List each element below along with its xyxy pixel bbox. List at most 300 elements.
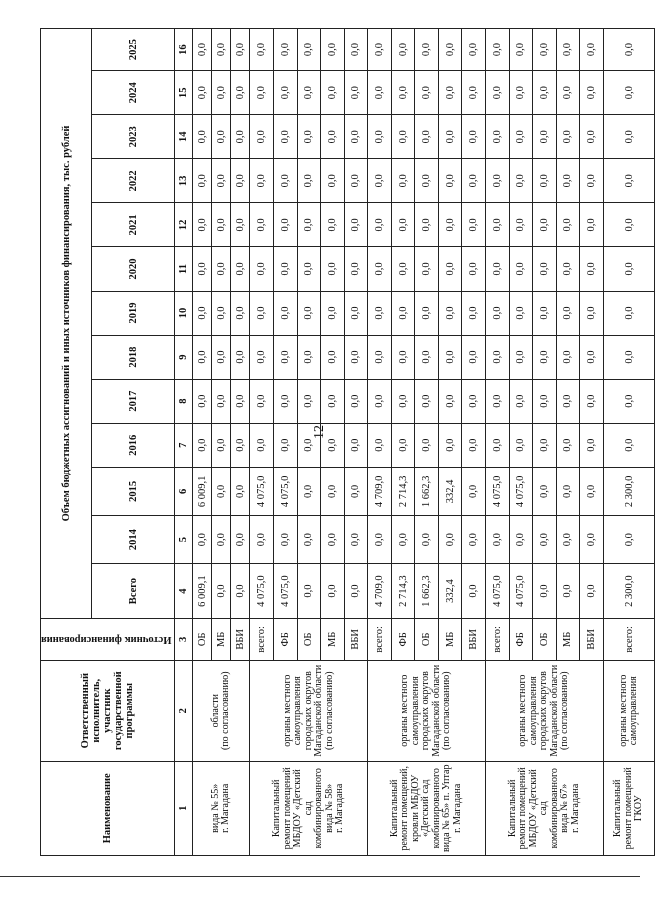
funding-value: 0,0	[212, 467, 231, 515]
funding-value: 0,0	[193, 291, 212, 335]
header-column-number: 12	[175, 203, 193, 247]
funding-source: МБ	[321, 618, 345, 660]
funding-source: ВБИ	[580, 618, 604, 660]
funding-value: 0,0	[438, 423, 462, 467]
funding-value: 0,0	[580, 423, 604, 467]
header-source-label: Источник финансирования	[41, 633, 172, 645]
funding-value: 0,0	[274, 115, 298, 159]
funding-value: 0,0	[509, 423, 533, 467]
funding-value: 0,0	[486, 291, 510, 335]
funding-value: 4 075,0	[509, 564, 533, 619]
header-year: 2016	[92, 423, 175, 467]
header-year: 2018	[92, 335, 175, 379]
funding-value: 0,0	[231, 159, 250, 203]
funding-value: 0,0	[212, 115, 231, 159]
header-responsible: Ответственный исполнитель, участник государственной программы	[41, 660, 175, 761]
item-responsible: области (по согласованию)	[193, 660, 250, 761]
funding-value: 0,0	[297, 291, 321, 335]
funding-value: 0,0	[321, 115, 345, 159]
funding-value: 0,0	[297, 159, 321, 203]
rotated-table-frame	[40, 28, 645, 856]
funding-value: 2 300,0	[603, 564, 655, 619]
funding-value: 0,0	[321, 564, 345, 619]
funding-value: 332,4	[438, 467, 462, 515]
funding-value: 0,0	[344, 71, 368, 115]
funding-value: 0,0	[391, 291, 415, 335]
funding-value: 0,0	[297, 516, 321, 564]
funding-value: 0,0	[297, 335, 321, 379]
funding-value: 0,0	[212, 379, 231, 423]
funding-value: 0,0	[438, 71, 462, 115]
funding-value: 0,0	[462, 335, 486, 379]
funding-value: 0,0	[556, 115, 580, 159]
funding-value: 0,0	[486, 29, 510, 71]
funding-value: 0,0	[344, 516, 368, 564]
funding-value: 0,0	[533, 115, 557, 159]
funding-value: 1 662,3	[415, 467, 439, 515]
table-row	[250, 29, 274, 856]
funding-value: 0,0	[297, 71, 321, 115]
header-column-number: 3	[175, 618, 193, 660]
header-column-number: 9	[175, 335, 193, 379]
funding-value: 0,0	[391, 335, 415, 379]
funding-value: 0,0	[212, 247, 231, 291]
funding-value: 0,0	[580, 29, 604, 71]
funding-value: 0,0	[297, 247, 321, 291]
header-volume-group: Объем бюджетных ассигнований и иных источников финансирования, тыс. рублей	[41, 29, 92, 619]
funding-value: 0,0	[533, 71, 557, 115]
funding-value: 0,0	[193, 423, 212, 467]
header-column-number: 1	[175, 761, 193, 855]
funding-value: 0,0	[415, 115, 439, 159]
funding-value: 0,0	[603, 423, 655, 467]
item-name: Капитальный ремонт помещений МБДОУ «Детский сад комбинированного вида № 58» г. Магадана	[250, 761, 368, 855]
page-number: 12	[312, 425, 327, 439]
funding-value: 0,0	[321, 71, 345, 115]
funding-value: 0,0	[415, 516, 439, 564]
funding-value: 0,0	[368, 423, 392, 467]
funding-value: 0,0	[438, 291, 462, 335]
funding-value: 0,0	[212, 516, 231, 564]
funding-value: 0,0	[193, 71, 212, 115]
funding-value: 0,0	[509, 159, 533, 203]
funding-value: 0,0	[462, 247, 486, 291]
funding-value: 0,0	[556, 516, 580, 564]
funding-value: 0,0	[415, 247, 439, 291]
funding-value: 0,0	[250, 423, 274, 467]
funding-value: 0,0	[193, 203, 212, 247]
funding-value: 0,0	[556, 159, 580, 203]
funding-value: 0,0	[344, 467, 368, 515]
header-year: 2025	[92, 29, 175, 71]
funding-value: 0,0	[391, 159, 415, 203]
funding-source: ФБ	[509, 618, 533, 660]
funding-value: 0,0	[391, 423, 415, 467]
funding-value: 0,0	[580, 335, 604, 379]
funding-value: 0,0	[391, 29, 415, 71]
funding-value: 0,0	[321, 203, 345, 247]
funding-source: ОБ	[297, 618, 321, 660]
funding-value: 0,0	[486, 203, 510, 247]
header-column-number: 4	[175, 564, 193, 619]
funding-source: ОБ	[193, 618, 212, 660]
funding-value: 0,0	[321, 159, 345, 203]
funding-value: 0,0	[344, 247, 368, 291]
funding-value: 0,0	[533, 564, 557, 619]
funding-value: 4 075,0	[250, 467, 274, 515]
funding-value: 0,0	[250, 516, 274, 564]
funding-value: 0,0	[509, 203, 533, 247]
funding-value: 0,0	[368, 203, 392, 247]
header-column-number: 16	[175, 29, 193, 71]
funding-value: 0,0	[580, 467, 604, 515]
header-column-number: 7	[175, 423, 193, 467]
funding-value: 0,0	[533, 291, 557, 335]
funding-value: 0,0	[509, 71, 533, 115]
funding-value: 0,0	[274, 379, 298, 423]
funding-value: 0,0	[415, 71, 439, 115]
funding-value: 0,0	[556, 71, 580, 115]
table-row	[486, 29, 510, 856]
funding-value: 0,0	[603, 115, 655, 159]
funding-value: 6 009,1	[193, 564, 212, 619]
funding-value: 0,0	[533, 29, 557, 71]
funding-value: 0,0	[231, 467, 250, 515]
funding-value: 0,0	[415, 291, 439, 335]
funding-value: 0,0	[321, 516, 345, 564]
funding-value: 0,0	[321, 379, 345, 423]
funding-value: 0,0	[274, 71, 298, 115]
header-year: 2023	[92, 115, 175, 159]
funding-value: 0,0	[580, 203, 604, 247]
funding-source: ФБ	[391, 618, 415, 660]
funding-value: 0,0	[438, 516, 462, 564]
funding-value: 4 075,0	[274, 467, 298, 515]
header-source	[41, 618, 175, 660]
table-body	[193, 29, 655, 856]
header-column-number: 6	[175, 467, 193, 515]
funding-value: 0,0	[509, 247, 533, 291]
funding-value: 0,0	[462, 423, 486, 467]
header-year: 2019	[92, 291, 175, 335]
funding-value: 0,0	[462, 516, 486, 564]
funding-value: 4 709,0	[368, 564, 392, 619]
funding-value: 0,0	[193, 379, 212, 423]
column-number-row	[175, 29, 193, 856]
funding-value: 0,0	[603, 247, 655, 291]
funding-value: 0,0	[297, 29, 321, 71]
funding-value: 4 709,0	[368, 467, 392, 515]
funding-source: ОБ	[533, 618, 557, 660]
funding-value: 0,0	[212, 159, 231, 203]
funding-value: 0,0	[486, 247, 510, 291]
funding-value: 0,0	[368, 29, 392, 71]
funding-value: 0,0	[344, 29, 368, 71]
funding-value: 0,0	[509, 291, 533, 335]
funding-value: 0,0	[415, 335, 439, 379]
header-year: 2017	[92, 379, 175, 423]
funding-value: 0,0	[391, 71, 415, 115]
funding-value: 0,0	[321, 291, 345, 335]
funding-value: 0,0	[533, 516, 557, 564]
funding-source: ВБИ	[231, 618, 250, 660]
funding-value: 0,0	[274, 159, 298, 203]
funding-value: 0,0	[580, 564, 604, 619]
funding-value: 0,0	[231, 247, 250, 291]
funding-value: 0,0	[212, 71, 231, 115]
funding-value: 0,0	[231, 335, 250, 379]
financing-table	[40, 28, 655, 856]
funding-value: 0,0	[212, 335, 231, 379]
item-responsible: органы местного самоуправления	[603, 660, 655, 761]
funding-value: 0,0	[580, 115, 604, 159]
funding-value: 0,0	[297, 203, 321, 247]
funding-value: 0,0	[274, 423, 298, 467]
funding-source: всего:	[603, 618, 655, 660]
funding-value: 0,0	[368, 516, 392, 564]
funding-value: 0,0	[603, 516, 655, 564]
funding-value: 0,0	[603, 203, 655, 247]
funding-value: 0,0	[509, 29, 533, 71]
funding-value: 0,0	[486, 516, 510, 564]
item-name: Капитальный ремонт помещений, кровли МБДОУ «Детский сад комбинированного вида № 65» п. Уптар г. Магадана	[368, 761, 486, 855]
funding-value: 0,0	[556, 467, 580, 515]
funding-value: 0,0	[231, 29, 250, 71]
item-name: Капитальный ремонт помещений МБДОУ «Детский сад комбинированного вида № 67» г. Магадана	[486, 761, 604, 855]
funding-value: 0,0	[603, 379, 655, 423]
funding-value: 0,0	[193, 159, 212, 203]
funding-value: 4 075,0	[509, 467, 533, 515]
funding-value: 0,0	[486, 335, 510, 379]
funding-value: 0,0	[580, 379, 604, 423]
footer-divider	[0, 876, 640, 877]
funding-value: 0,0	[297, 379, 321, 423]
funding-value: 0,0	[556, 335, 580, 379]
funding-value: 0,0	[250, 71, 274, 115]
funding-value: 6 009,1	[193, 467, 212, 515]
funding-value: 0,0	[321, 29, 345, 71]
header-name: Наименование	[41, 761, 175, 855]
funding-source: всего:	[368, 618, 392, 660]
funding-value: 0,0	[274, 516, 298, 564]
funding-value: 0,0	[462, 159, 486, 203]
header-year: Всего	[92, 564, 175, 619]
funding-value: 2 300,0	[603, 467, 655, 515]
funding-value: 0,0	[212, 423, 231, 467]
table-row	[603, 29, 655, 856]
funding-value: 0,0	[274, 29, 298, 71]
funding-value: 0,0	[231, 379, 250, 423]
header-column-number: 8	[175, 379, 193, 423]
funding-value: 0,0	[580, 247, 604, 291]
funding-source: МБ	[556, 618, 580, 660]
funding-value: 0,0	[556, 203, 580, 247]
funding-value: 0,0	[603, 291, 655, 335]
funding-source: МБ	[438, 618, 462, 660]
funding-value: 0,0	[556, 379, 580, 423]
funding-value: 0,0	[344, 159, 368, 203]
funding-value: 4 075,0	[250, 564, 274, 619]
table-container	[40, 28, 645, 856]
funding-value: 0,0	[231, 423, 250, 467]
funding-value: 0,0	[250, 29, 274, 71]
header-column-number: 15	[175, 71, 193, 115]
funding-value: 4 075,0	[486, 564, 510, 619]
funding-value: 0,0	[415, 29, 439, 71]
funding-value: 0,0	[321, 467, 345, 515]
funding-value: 0,0	[274, 335, 298, 379]
funding-source: ВБИ	[462, 618, 486, 660]
funding-value: 0,0	[415, 423, 439, 467]
header-year: 2022	[92, 159, 175, 203]
funding-value: 4 075,0	[274, 564, 298, 619]
header-column-number: 2	[175, 660, 193, 761]
funding-value: 0,0	[603, 335, 655, 379]
funding-value: 0,0	[509, 516, 533, 564]
funding-value: 0,0	[533, 423, 557, 467]
funding-value: 0,0	[462, 379, 486, 423]
funding-value: 0,0	[415, 203, 439, 247]
funding-value: 0,0	[556, 247, 580, 291]
funding-value: 0,0	[297, 115, 321, 159]
header-year: 2024	[92, 71, 175, 115]
funding-value: 0,0	[250, 291, 274, 335]
header-year: 2021	[92, 203, 175, 247]
funding-value: 0,0	[533, 467, 557, 515]
funding-value: 332,4	[438, 564, 462, 619]
funding-value: 0,0	[462, 71, 486, 115]
funding-value: 0,0	[415, 379, 439, 423]
header-column-number: 5	[175, 516, 193, 564]
funding-value: 0,0	[556, 29, 580, 71]
funding-value: 0,0	[297, 467, 321, 515]
funding-value: 0,0	[344, 115, 368, 159]
funding-source: ВБИ	[344, 618, 368, 660]
funding-value: 0,0	[368, 335, 392, 379]
funding-value: 0,0	[344, 291, 368, 335]
funding-value: 0,0	[580, 159, 604, 203]
funding-value: 0,0	[533, 159, 557, 203]
funding-value: 0,0	[462, 29, 486, 71]
table-row	[193, 29, 212, 856]
funding-value: 0,0	[231, 115, 250, 159]
header-column-number: 11	[175, 247, 193, 291]
funding-value: 0,0	[250, 247, 274, 291]
header-column-number: 14	[175, 115, 193, 159]
funding-value: 0,0	[193, 29, 212, 71]
funding-value: 0,0	[509, 335, 533, 379]
funding-value: 0,0	[415, 159, 439, 203]
funding-value: 0,0	[556, 564, 580, 619]
item-responsible: органы местного самоуправления городских округов Магаданской области (по согласованию)	[250, 660, 368, 761]
funding-value: 0,0	[603, 71, 655, 115]
funding-value: 0,0	[438, 203, 462, 247]
funding-value: 0,0	[231, 516, 250, 564]
funding-value: 4 075,0	[486, 467, 510, 515]
funding-value: 0,0	[438, 115, 462, 159]
funding-value: 0,0	[462, 564, 486, 619]
funding-source: ФБ	[274, 618, 298, 660]
funding-value: 0,0	[250, 159, 274, 203]
funding-value: 0,0	[274, 291, 298, 335]
funding-value: 0,0	[344, 379, 368, 423]
header-column-number: 13	[175, 159, 193, 203]
funding-value: 0,0	[297, 423, 321, 467]
funding-value: 0,0	[391, 379, 415, 423]
item-name: Капитальный ремонт помещений ГКОУ	[603, 761, 655, 855]
funding-value: 0,0	[193, 115, 212, 159]
funding-value: 0,0	[486, 115, 510, 159]
funding-value: 0,0	[321, 335, 345, 379]
header-year: 2015	[92, 467, 175, 515]
funding-value: 0,0	[297, 564, 321, 619]
funding-value: 0,0	[462, 467, 486, 515]
funding-value: 0,0	[438, 159, 462, 203]
funding-value: 0,0	[231, 564, 250, 619]
funding-value: 0,0	[212, 291, 231, 335]
funding-value: 0,0	[193, 335, 212, 379]
funding-value: 0,0	[274, 247, 298, 291]
funding-value: 0,0	[368, 71, 392, 115]
funding-value: 0,0	[438, 247, 462, 291]
funding-value: 0,0	[391, 516, 415, 564]
funding-value: 0,0	[486, 379, 510, 423]
funding-value: 0,0	[250, 203, 274, 247]
funding-value: 0,0	[533, 335, 557, 379]
funding-value: 0,0	[231, 203, 250, 247]
funding-value: 0,0	[321, 247, 345, 291]
funding-value: 0,0	[580, 516, 604, 564]
header-year: 2020	[92, 247, 175, 291]
funding-value: 0,0	[603, 159, 655, 203]
item-responsible: органы местного самоуправления городских округов Магаданской области (по согласованию)	[486, 660, 604, 761]
funding-value: 0,0	[344, 335, 368, 379]
header-year: 2014	[92, 516, 175, 564]
funding-value: 0,0	[368, 115, 392, 159]
funding-value: 0,0	[438, 29, 462, 71]
funding-source: ОБ	[415, 618, 439, 660]
funding-value: 2 714,3	[391, 564, 415, 619]
funding-value: 0,0	[193, 247, 212, 291]
funding-value: 0,0	[368, 291, 392, 335]
funding-value: 0,0	[438, 379, 462, 423]
funding-value: 0,0	[391, 203, 415, 247]
funding-value: 0,0	[344, 203, 368, 247]
funding-source: всего:	[250, 618, 274, 660]
funding-value: 0,0	[462, 291, 486, 335]
funding-value: 0,0	[250, 335, 274, 379]
funding-value: 0,0	[344, 423, 368, 467]
funding-value: 0,0	[368, 247, 392, 291]
item-responsible: органы местного самоуправления городских округов Магаданской области (по согласованию)	[368, 660, 486, 761]
funding-value: 0,0	[556, 291, 580, 335]
funding-value: 0,0	[486, 71, 510, 115]
funding-value: 0,0	[368, 379, 392, 423]
funding-value: 0,0	[580, 71, 604, 115]
funding-value: 1 662,3	[415, 564, 439, 619]
funding-value: 0,0	[462, 115, 486, 159]
funding-value: 0,0	[438, 335, 462, 379]
funding-value: 0,0	[212, 203, 231, 247]
funding-value: 0,0	[321, 423, 345, 467]
funding-source: МБ	[212, 618, 231, 660]
funding-value: 0,0	[274, 203, 298, 247]
funding-value: 0,0	[231, 291, 250, 335]
funding-value: 0,0	[533, 379, 557, 423]
funding-value: 0,0	[368, 159, 392, 203]
funding-value: 0,0	[250, 115, 274, 159]
funding-value: 0,0	[486, 423, 510, 467]
